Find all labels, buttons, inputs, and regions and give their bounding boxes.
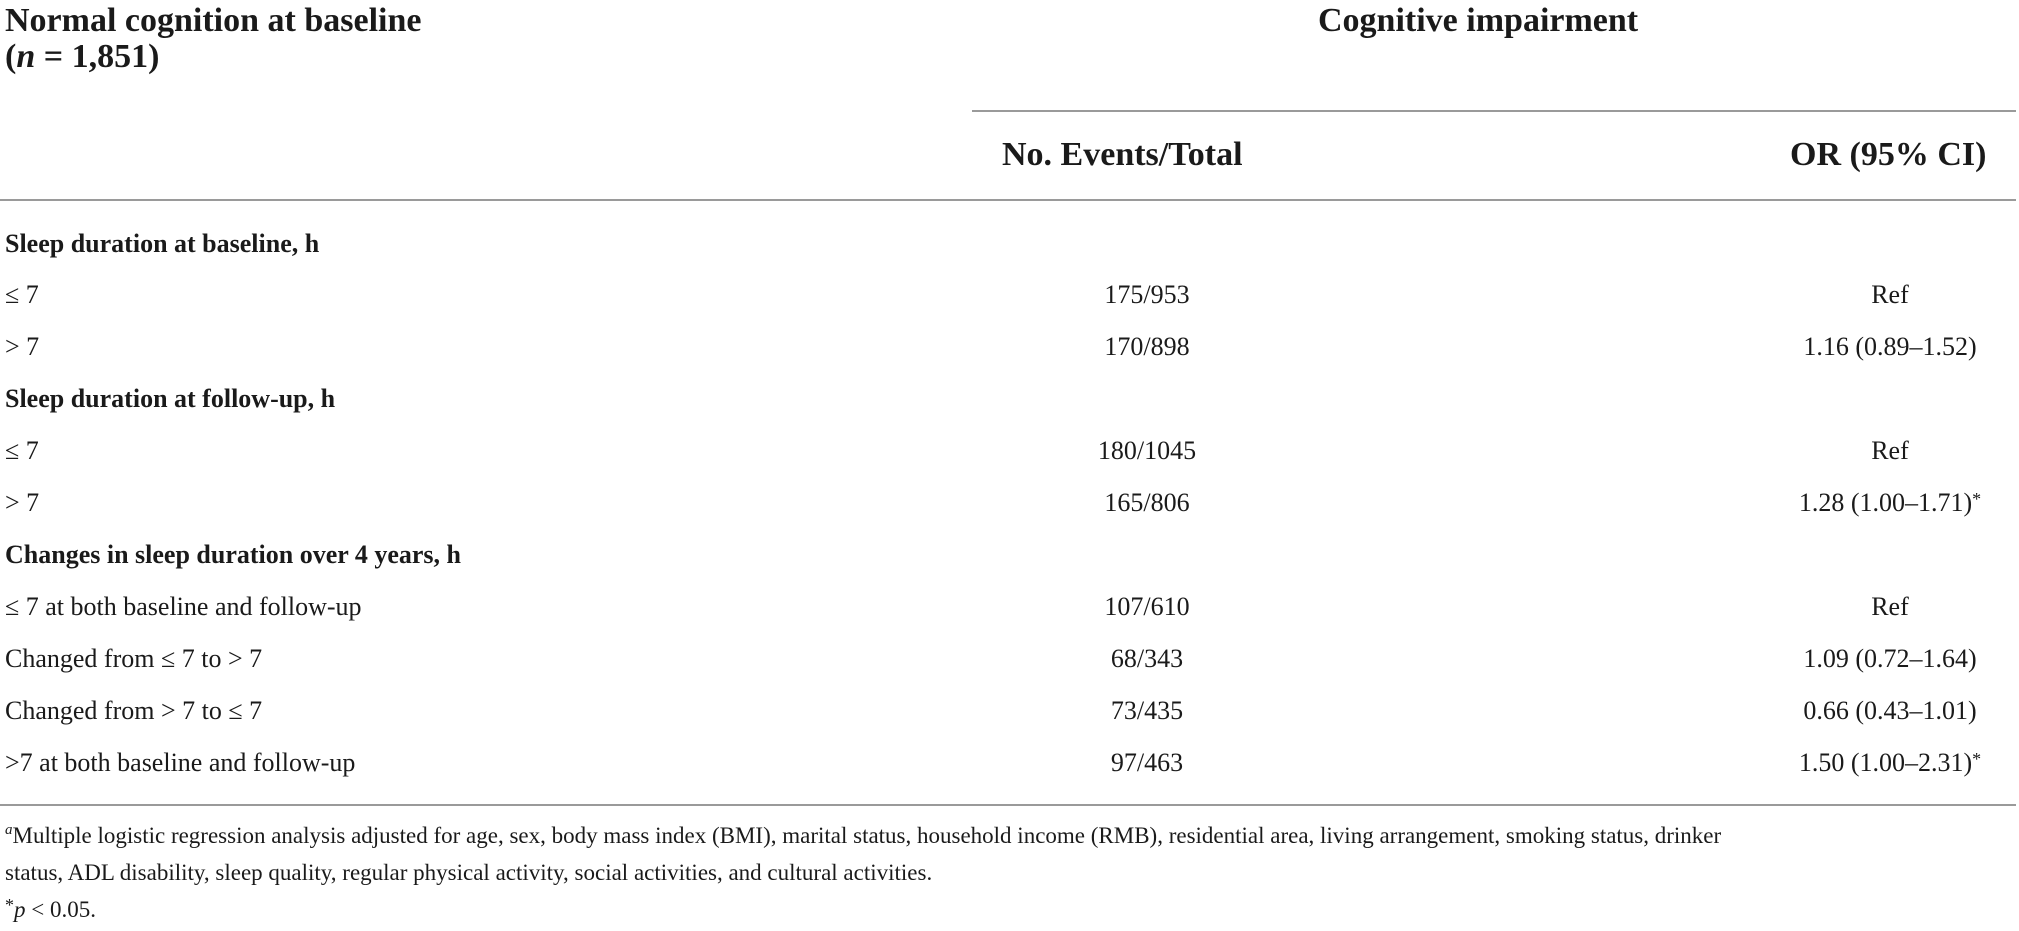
row-label: > 7 xyxy=(5,488,40,517)
row-events: 170/898 xyxy=(1104,332,1190,361)
row-label: ≤ 7 xyxy=(5,436,39,465)
row-events: 180/1045 xyxy=(1097,436,1197,465)
row-label: Changed from > 7 to ≤ 7 xyxy=(5,696,263,725)
footnote-significance: *p < 0.05. xyxy=(5,895,96,922)
row-events: 73/435 xyxy=(1110,696,1184,725)
section-title-baseline: Sleep duration at baseline, h xyxy=(5,229,320,258)
row-or: 1.28 (1.00–1.71)* xyxy=(1798,488,1982,517)
section-title-changes: Changes in sleep duration over 4 years, h xyxy=(5,540,461,569)
header-sample-size: (n = 1,851) xyxy=(5,38,160,75)
header-group-title: Cognitive impairment xyxy=(1318,2,1639,39)
row-events: 68/343 xyxy=(1110,644,1184,673)
row-events: 107/610 xyxy=(1104,592,1190,621)
header-events-total: No. Events/Total xyxy=(1002,136,1243,173)
row-events: 97/463 xyxy=(1110,748,1184,777)
row-or: 0.66 (0.43–1.01) xyxy=(1803,696,1977,725)
header-bottom-rule xyxy=(0,199,2016,201)
header-or-ci: OR (95% CI) xyxy=(1790,136,1987,173)
row-label: ≤ 7 at both baseline and follow-up xyxy=(5,592,362,621)
row-or: 1.09 (0.72–1.64) xyxy=(1803,644,1977,673)
row-label: Changed from ≤ 7 to > 7 xyxy=(5,644,263,673)
header-first-column-title: Normal cognition at baseline xyxy=(5,2,422,39)
row-or: 1.16 (0.89–1.52) xyxy=(1803,332,1977,361)
row-or: 1.50 (1.00–2.31)* xyxy=(1798,748,1982,777)
row-or: Ref xyxy=(1871,436,1909,465)
row-label: >7 at both baseline and follow-up xyxy=(5,748,356,777)
row-events: 175/953 xyxy=(1104,280,1190,309)
row-label: ≤ 7 xyxy=(5,280,39,309)
header-group-rule xyxy=(972,110,2016,112)
row-or: Ref xyxy=(1871,280,1909,309)
table-bottom-rule xyxy=(0,804,2016,806)
row-label: > 7 xyxy=(5,332,40,361)
section-title-follow-up: Sleep duration at follow-up, h xyxy=(5,384,336,413)
row-or: Ref xyxy=(1871,592,1909,621)
row-events: 165/806 xyxy=(1104,488,1190,517)
footnote-adjustment-line2: status, ADL disability, sleep quality, regular physical activity, social activities, and cultural activities. xyxy=(5,860,933,885)
footnote-adjustment-line1: $^a$Multiple logistic regression analysis adjusted for age, sex, body mass index (BMI), marital status, household income (RMB), residential area, living arrangement, smoking status, drinker xyxy=(5,822,1722,848)
